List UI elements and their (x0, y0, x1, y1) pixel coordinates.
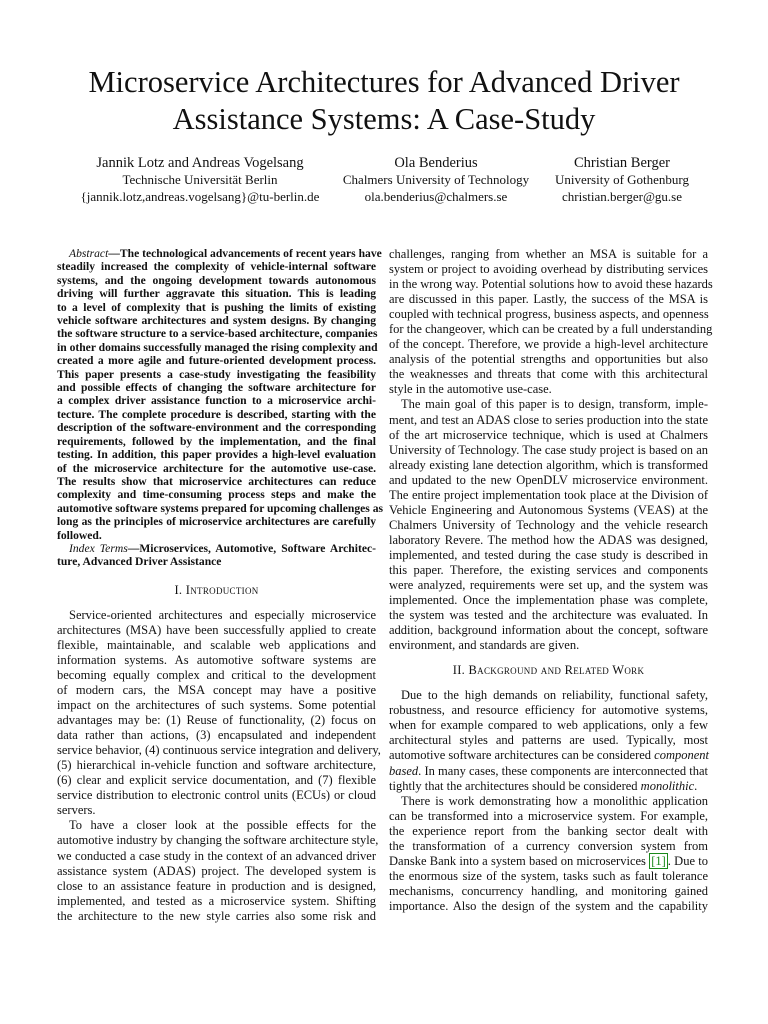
text-line: were analyzed, requirements were set up, and the system was (389, 578, 708, 593)
text-line: implemented. Once the implementation phase was complete, (389, 593, 708, 608)
author-name: Christian Berger (574, 155, 670, 171)
abstract (57, 247, 384, 542)
paper-title (40, 64, 728, 138)
text-line: mechanisms, concurrency handling, and monitoring gained (389, 883, 708, 898)
text-line: long as the principles of microservice architectures are carefully (57, 515, 376, 529)
paragraph (389, 688, 708, 793)
text-line: of the art microservice technique, which is used at Chalmers (389, 427, 708, 442)
author-name: Ola Benderius (394, 155, 478, 171)
text-line: (6) clear and explicit service documentation, and (7) flexible (57, 773, 376, 788)
paragraph (57, 818, 379, 923)
text-line: Vehicle Engineering and Autonomous Systems (VEAS) at the (389, 502, 708, 517)
text-line: assistance system (ADAS) project. The developed system is (57, 863, 376, 878)
text-line: servers. (57, 803, 96, 818)
text-line: driving will further aggravate this situation. This is leading (57, 287, 376, 301)
text-line: To have a closer look at the possible effects for the (69, 818, 376, 833)
text-line: robustness, and resource efficiency for automotive systems, (389, 703, 708, 718)
text-line: in the wrong way. Potential solutions how to avoid these hazards (389, 277, 713, 292)
citation-link[interactable]: [1] (651, 853, 666, 868)
text-line: automotive industry by changing the software architecture style, (57, 833, 379, 848)
text-line: description of the software-environment and the corresponding (57, 421, 376, 435)
text-line: ture, Advanced Driver Assistance (57, 555, 222, 569)
text-line: The results show that microservice architectures can reduce (57, 474, 376, 488)
author-affiliation: University of Gothenburg (554, 172, 690, 187)
text-line: this paper. Therefore, the existing services and components (389, 562, 708, 577)
text-line: are discussed in this paper. Lastly, the success of the MSA is (389, 292, 708, 307)
text-line: Index Terms—Microservices, Automotive, Software Architec- (69, 541, 376, 555)
text-line: This paper presents a case-study investigating the feasibility (57, 367, 376, 381)
text-line: when for example compared to web applications, only a few (389, 718, 708, 733)
index-terms (57, 542, 376, 569)
author-1 (60, 154, 340, 205)
text-line: Chalmers University of Technology and the vehicle research (389, 517, 708, 532)
text-line: and updated to the new OpenDLV microservice environment. (389, 472, 708, 487)
text-line: for the changeover, which can be created by a full understanding (389, 322, 713, 337)
text-line: Abstract—The technological advancements of recent years have (69, 247, 382, 260)
text-line: (5) hierarchical in-vehicle function and software architecture, (57, 758, 376, 773)
text-line: implemented, and tested during the case study is described in (389, 547, 708, 562)
right-column (389, 247, 713, 914)
text-line: tightly that the architectures should be considered monolithic. (389, 778, 698, 793)
section-heading-introduction (57, 583, 376, 598)
text-line: architectures (MSA) have been successfully applied to create (57, 622, 376, 637)
paragraph (389, 247, 713, 397)
section-title: Introduction (185, 582, 259, 597)
title-line-1: Microservice Architectures for Advanced Driver (88, 65, 680, 99)
paragraph (57, 607, 381, 819)
text-line: addition, background information about the concept, software (389, 623, 708, 638)
abstract-label: Abstract (69, 247, 109, 260)
section-number: I. (174, 582, 183, 597)
text-line: in other domains successfully managed the rising complexity and (57, 340, 378, 354)
text-line: architectural styles and patterns are used. Typically, most (389, 733, 708, 748)
left-column (57, 247, 384, 924)
emphasis-text: component (654, 748, 710, 763)
text-line: systems, and the ongoing development towards autonomous (57, 273, 376, 287)
text-line: vehicle software architectures and system designs. By changing (57, 314, 376, 328)
author-email: ola.benderius@chalmers.se (364, 188, 508, 204)
text-line: the system was tested and the architecture was evaluated. In (389, 608, 708, 623)
text-line: a complex driver assistance function to a microservice archi- (57, 394, 376, 408)
text-line: close to an assistance feature in production and is designed, (57, 878, 376, 893)
text-line: automotive software architectures can be considered component (389, 748, 710, 763)
text-line: Service-oriented architectures and especially microservice (69, 607, 376, 622)
text-line: flexible, maintainable, and scalable web applications and (57, 637, 376, 652)
text-line: coupled with technical progress, business aspects, and openness (389, 307, 709, 322)
text-line: Due to the high demands on reliability, functional safety, (401, 688, 708, 703)
section-heading-background (389, 663, 708, 678)
text-line: becoming equally complex and critical to the development (57, 667, 376, 682)
text-line: automotive software systems prepared for upcoming challenges as (57, 501, 384, 515)
text-line: the enormous size of the system, tasks such as fault tolerance (389, 868, 708, 883)
author-affiliation: Chalmers University of Technology (342, 172, 530, 187)
text-line: and possible effects of changing the software architecture for (57, 381, 376, 395)
text-line: of modern cars, the MSA concept may have a positive (57, 682, 376, 697)
text-line: The main goal of this paper is to design, transform, imple- (401, 397, 708, 412)
text-line: importance. Also the design of the system and the capability (389, 898, 708, 913)
text-line: laboratory Revere. The method how the ADAS was designed, (389, 532, 708, 547)
text-line: environment, and standards are given. (389, 638, 580, 653)
paragraph (389, 397, 708, 653)
author-email: {jannik.lotz,andreas.vogelsang}@tu-berlin.de (80, 188, 320, 204)
text-line: based. In many cases, these components are interconnected that (389, 763, 708, 778)
emphasis-text: based (389, 763, 419, 778)
text-line: Danske Bank into a system based on microservices [1] . Due to (389, 853, 708, 868)
text-line: style in the automotive use-case. (389, 382, 552, 397)
text-line: analysis of the potential strengths and opportunities but also (389, 352, 708, 367)
emphasis-text: monolithic (640, 778, 695, 793)
text-line: already existing lane detection algorithm, which is transformed (389, 457, 708, 472)
text-line: data rather than actions, (3) encapsulated and independent (57, 728, 376, 743)
author-3 (536, 154, 708, 205)
author-email: christian.berger@gu.se (561, 188, 683, 204)
text-line: The entire project implementation took place at the Division of (389, 487, 708, 502)
text-line: ment, and test an ADAS close to series production into the state (389, 412, 708, 427)
text-line: we conducted a case study in the context of an advanced driver (57, 848, 376, 863)
author-affiliation: Technische Universität Berlin (122, 172, 278, 187)
paragraph (389, 794, 708, 914)
title-line-2: Assistance Systems: A Case-Study (172, 102, 596, 136)
text-line: challenges, ranging from whether an MSA is suitable for a (389, 247, 708, 261)
text-line: the software structure to a service-based architecture, companies (57, 327, 378, 341)
section-title: Background and Related Work (468, 663, 645, 678)
text-line: the experience report from the banking sector dealt with (389, 823, 708, 838)
text-line: impact on the architectures of such systems. Some potential (57, 698, 376, 713)
text-line: testing. In addition, this paper provides a high-level evaluation (57, 448, 376, 462)
text-line: of the concept. Therefore, we provide a high-level architecture (389, 337, 708, 352)
author-2 (336, 154, 536, 205)
text-line: the weaknesses and threats that come with this architectural (389, 367, 708, 382)
text-line: implemented, and tested as a microservice system. Shifting (57, 893, 376, 908)
text-line: complexity and time-consuming process steps and make the (57, 488, 376, 502)
text-line: service distribution to electronic control units (ECUs) or cloud (57, 788, 376, 803)
index-terms-label: Index Terms (69, 541, 128, 555)
text-line: service behavior, (4) continuous service integration and delivery, (57, 743, 381, 758)
text-line: to a level of complexity that is pushing the limits of existing (57, 300, 376, 314)
text-line: steadily increased the complexity of vehicle-internal software (57, 260, 376, 274)
text-line: information systems. As automotive software systems are (57, 652, 376, 667)
text-line: tecture. The complete procedure is described, starting with the (57, 407, 376, 421)
text-line: the transformation of a currency conversion system from (389, 838, 708, 853)
section-number: II. (452, 663, 466, 678)
text-line: advantages may be: (1) Reuse of functionality, (2) focus on (57, 713, 376, 728)
text-line: can be transformed into a microservice system. For example, (389, 808, 708, 823)
text-line: requirements, followed by the implementation, and the final (57, 434, 376, 448)
text-line: the architecture to the new style carries also some risk and (57, 908, 376, 923)
text-line: of the microservice architecture for the automotive use-case. (57, 461, 376, 475)
text-line: system or project to avoiding overhead by distributing services (389, 262, 708, 277)
text-line: created a more agile and future-oriented development process. (57, 354, 376, 368)
author-name: Jannik Lotz and Andreas Vogelsang (96, 155, 304, 171)
text-line: followed. (57, 528, 102, 542)
text-line: There is work demonstrating how a monolithic application (401, 793, 708, 808)
text-line: University of Technology. The case study project is based on an (389, 442, 708, 457)
